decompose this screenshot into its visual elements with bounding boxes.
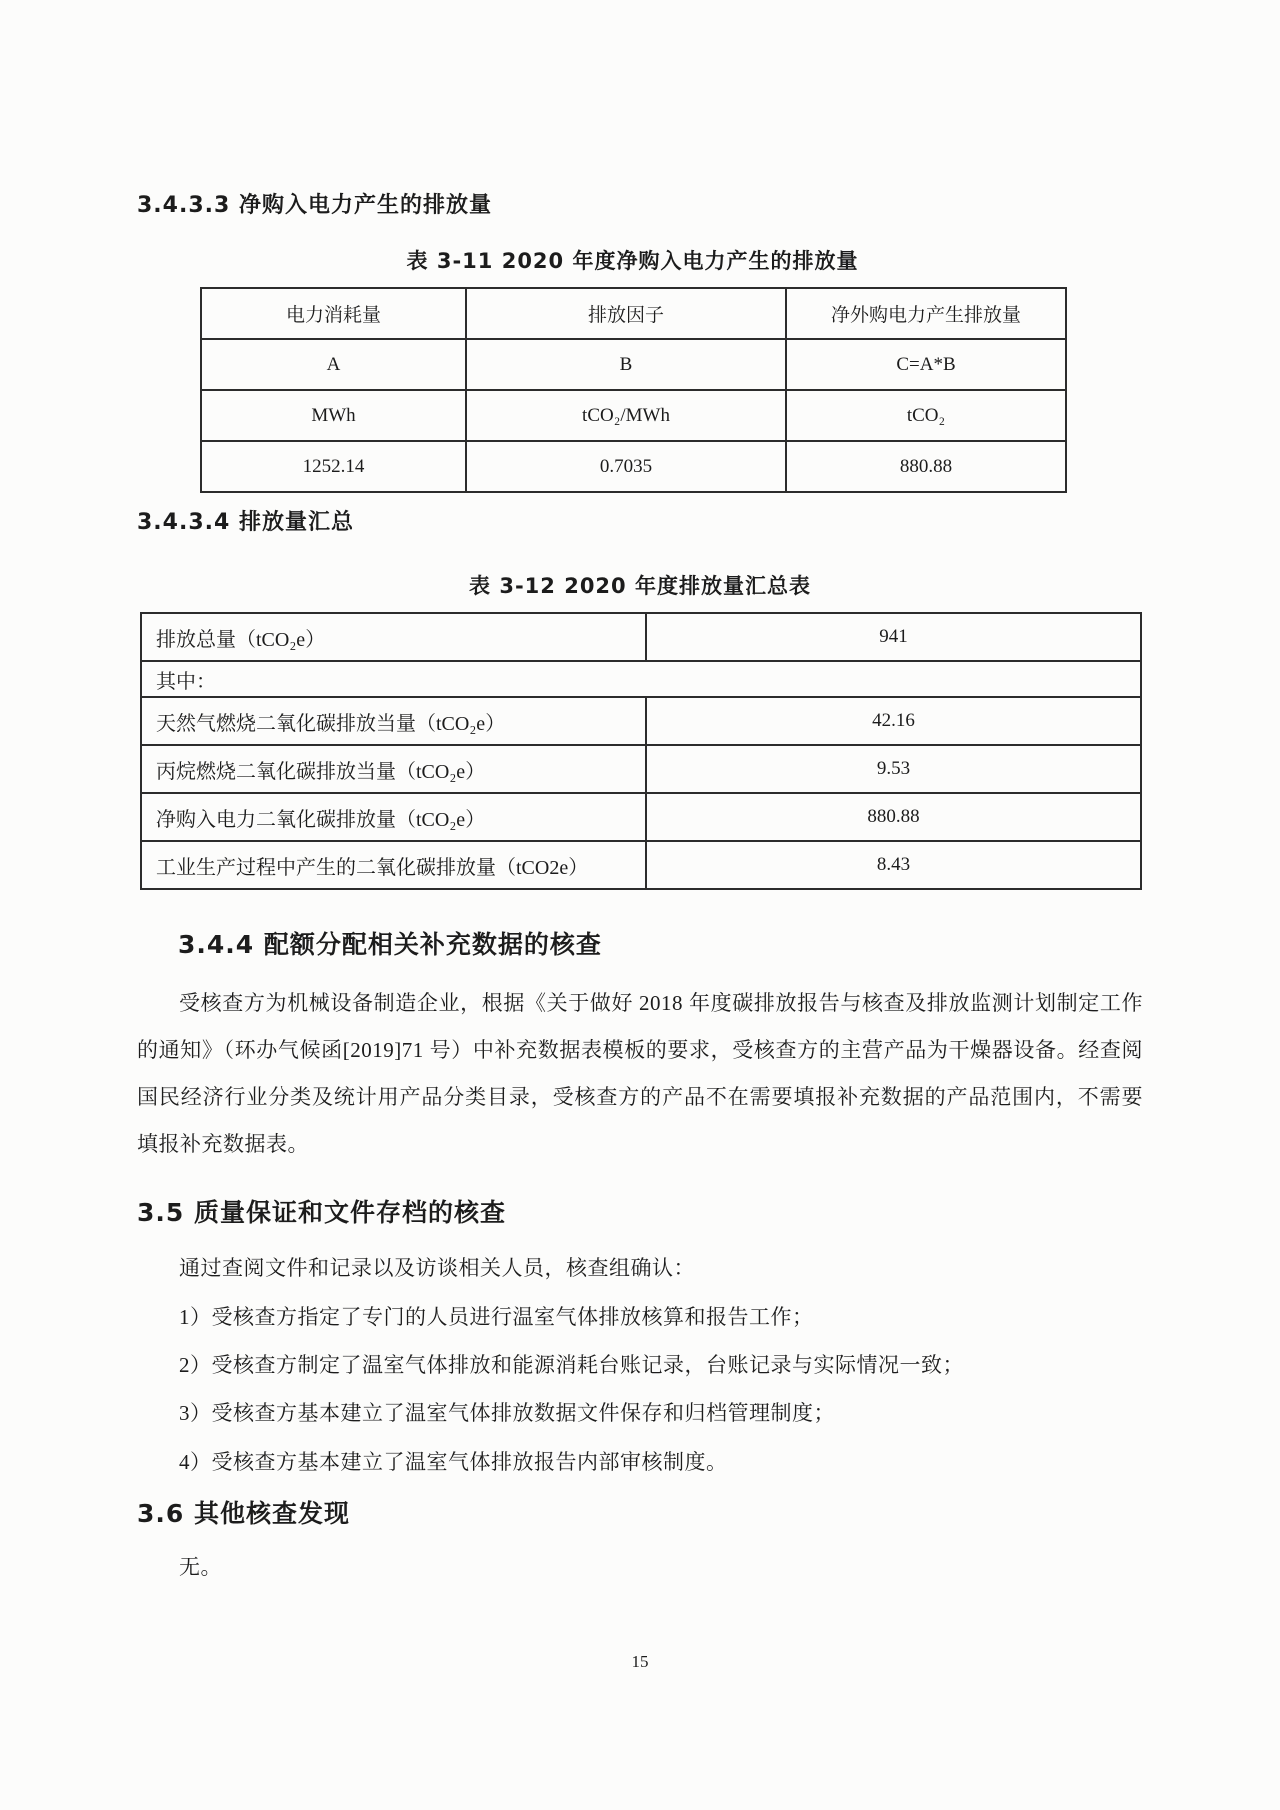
table-row-value: 42.16 xyxy=(646,697,1141,745)
table-cell: 1252.14 xyxy=(201,441,466,492)
table-header-cell: 排放因子 xyxy=(466,288,786,339)
table-row-label: 其中： xyxy=(141,661,1141,697)
table-cell: MWh xyxy=(201,390,466,441)
section-344-paragraph: 受核查方为机械设备制造企业，根据《关于做好 2018 年度碳排放报告与核查及排放监测计划制定工作的通知》（环办气候函[2019]71 号）中补充数据表模板的要求，受核查方的主营产品为干燥器设备。经查阅国民经济行业分类及统计用产品分类目录，受核查方的产品不在需要填报补充数据的产品范围内，不需要填报补充数据表。 xyxy=(137,991,1143,1156)
section-36-body: 无。 xyxy=(179,1555,222,1579)
table-row-label: 工业生产过程中产生的二氧化碳排放量（tCO2e） xyxy=(141,841,646,889)
table-row xyxy=(201,390,1066,441)
table-row-label: 净购入电力二氧化碳排放量（tCO₂e） xyxy=(141,793,646,841)
section-heading-3433: 3.4.3.3 净购入电力产生的排放量 xyxy=(137,193,492,218)
table-row xyxy=(141,697,1141,745)
list-item: 3）受核查方基本建立了温室气体排放数据文件保存和归档管理制度； xyxy=(179,1401,835,1425)
table-row xyxy=(141,661,1141,697)
table-cell: A xyxy=(201,339,466,390)
table-3-12-caption: 表 3-12 2020 年度排放量汇总表 xyxy=(469,574,811,598)
table-cell: C=A*B xyxy=(786,339,1066,390)
table-row xyxy=(141,613,1141,661)
list-item: 1）受核查方指定了专门的人员进行温室气体排放核算和报告工作； xyxy=(179,1305,814,1329)
section-heading-344: 3.4.4 配额分配相关补充数据的核查 xyxy=(178,930,602,959)
table-row xyxy=(201,288,1066,339)
table-cell: tCO₂/MWh xyxy=(466,390,786,441)
list-item: 4）受核查方基本建立了温室气体排放报告内部审核制度。 xyxy=(179,1450,728,1474)
table-row xyxy=(201,339,1066,390)
table-row-label: 排放总量（tCO₂e） xyxy=(141,613,646,661)
section-35-intro: 通过查阅文件和记录以及访谈相关人员，核查组确认： xyxy=(179,1256,695,1280)
section-heading-3434: 3.4.3.4 排放量汇总 xyxy=(137,510,354,535)
table-row-value: 941 xyxy=(646,613,1141,661)
section-heading-36: 3.6 其他核查发现 xyxy=(137,1499,350,1528)
table-3-11-caption: 表 3-11 2020 年度净购入电力产生的排放量 xyxy=(406,249,859,273)
table-row-value: 8.43 xyxy=(646,841,1141,889)
table-row xyxy=(201,441,1066,492)
table-row-label: 天然气燃烧二氧化碳排放当量（tCO₂e） xyxy=(141,697,646,745)
table-cell: tCO₂ xyxy=(786,390,1066,441)
table-cell: 0.7035 xyxy=(466,441,786,492)
table-row xyxy=(141,793,1141,841)
page-number: 15 xyxy=(631,1652,649,1671)
table-cell: 880.88 xyxy=(786,441,1066,492)
table-3-12 xyxy=(140,612,1142,890)
list-item: 2）受核查方制定了温室气体排放和能源消耗台账记录，台账记录与实际情况一致； xyxy=(179,1353,964,1377)
table-row-value: 880.88 xyxy=(646,793,1141,841)
table-3-11 xyxy=(200,287,1067,493)
table-row xyxy=(141,745,1141,793)
section-heading-35: 3.5 质量保证和文件存档的核查 xyxy=(137,1198,506,1227)
table-row-label: 丙烷燃烧二氧化碳排放当量（tCO₂e） xyxy=(141,745,646,793)
table-row xyxy=(141,841,1141,889)
table-header-cell: 净外购电力产生排放量 xyxy=(786,288,1066,339)
table-header-cell: 电力消耗量 xyxy=(201,288,466,339)
table-row-value: 9.53 xyxy=(646,745,1141,793)
table-cell: B xyxy=(466,339,786,390)
